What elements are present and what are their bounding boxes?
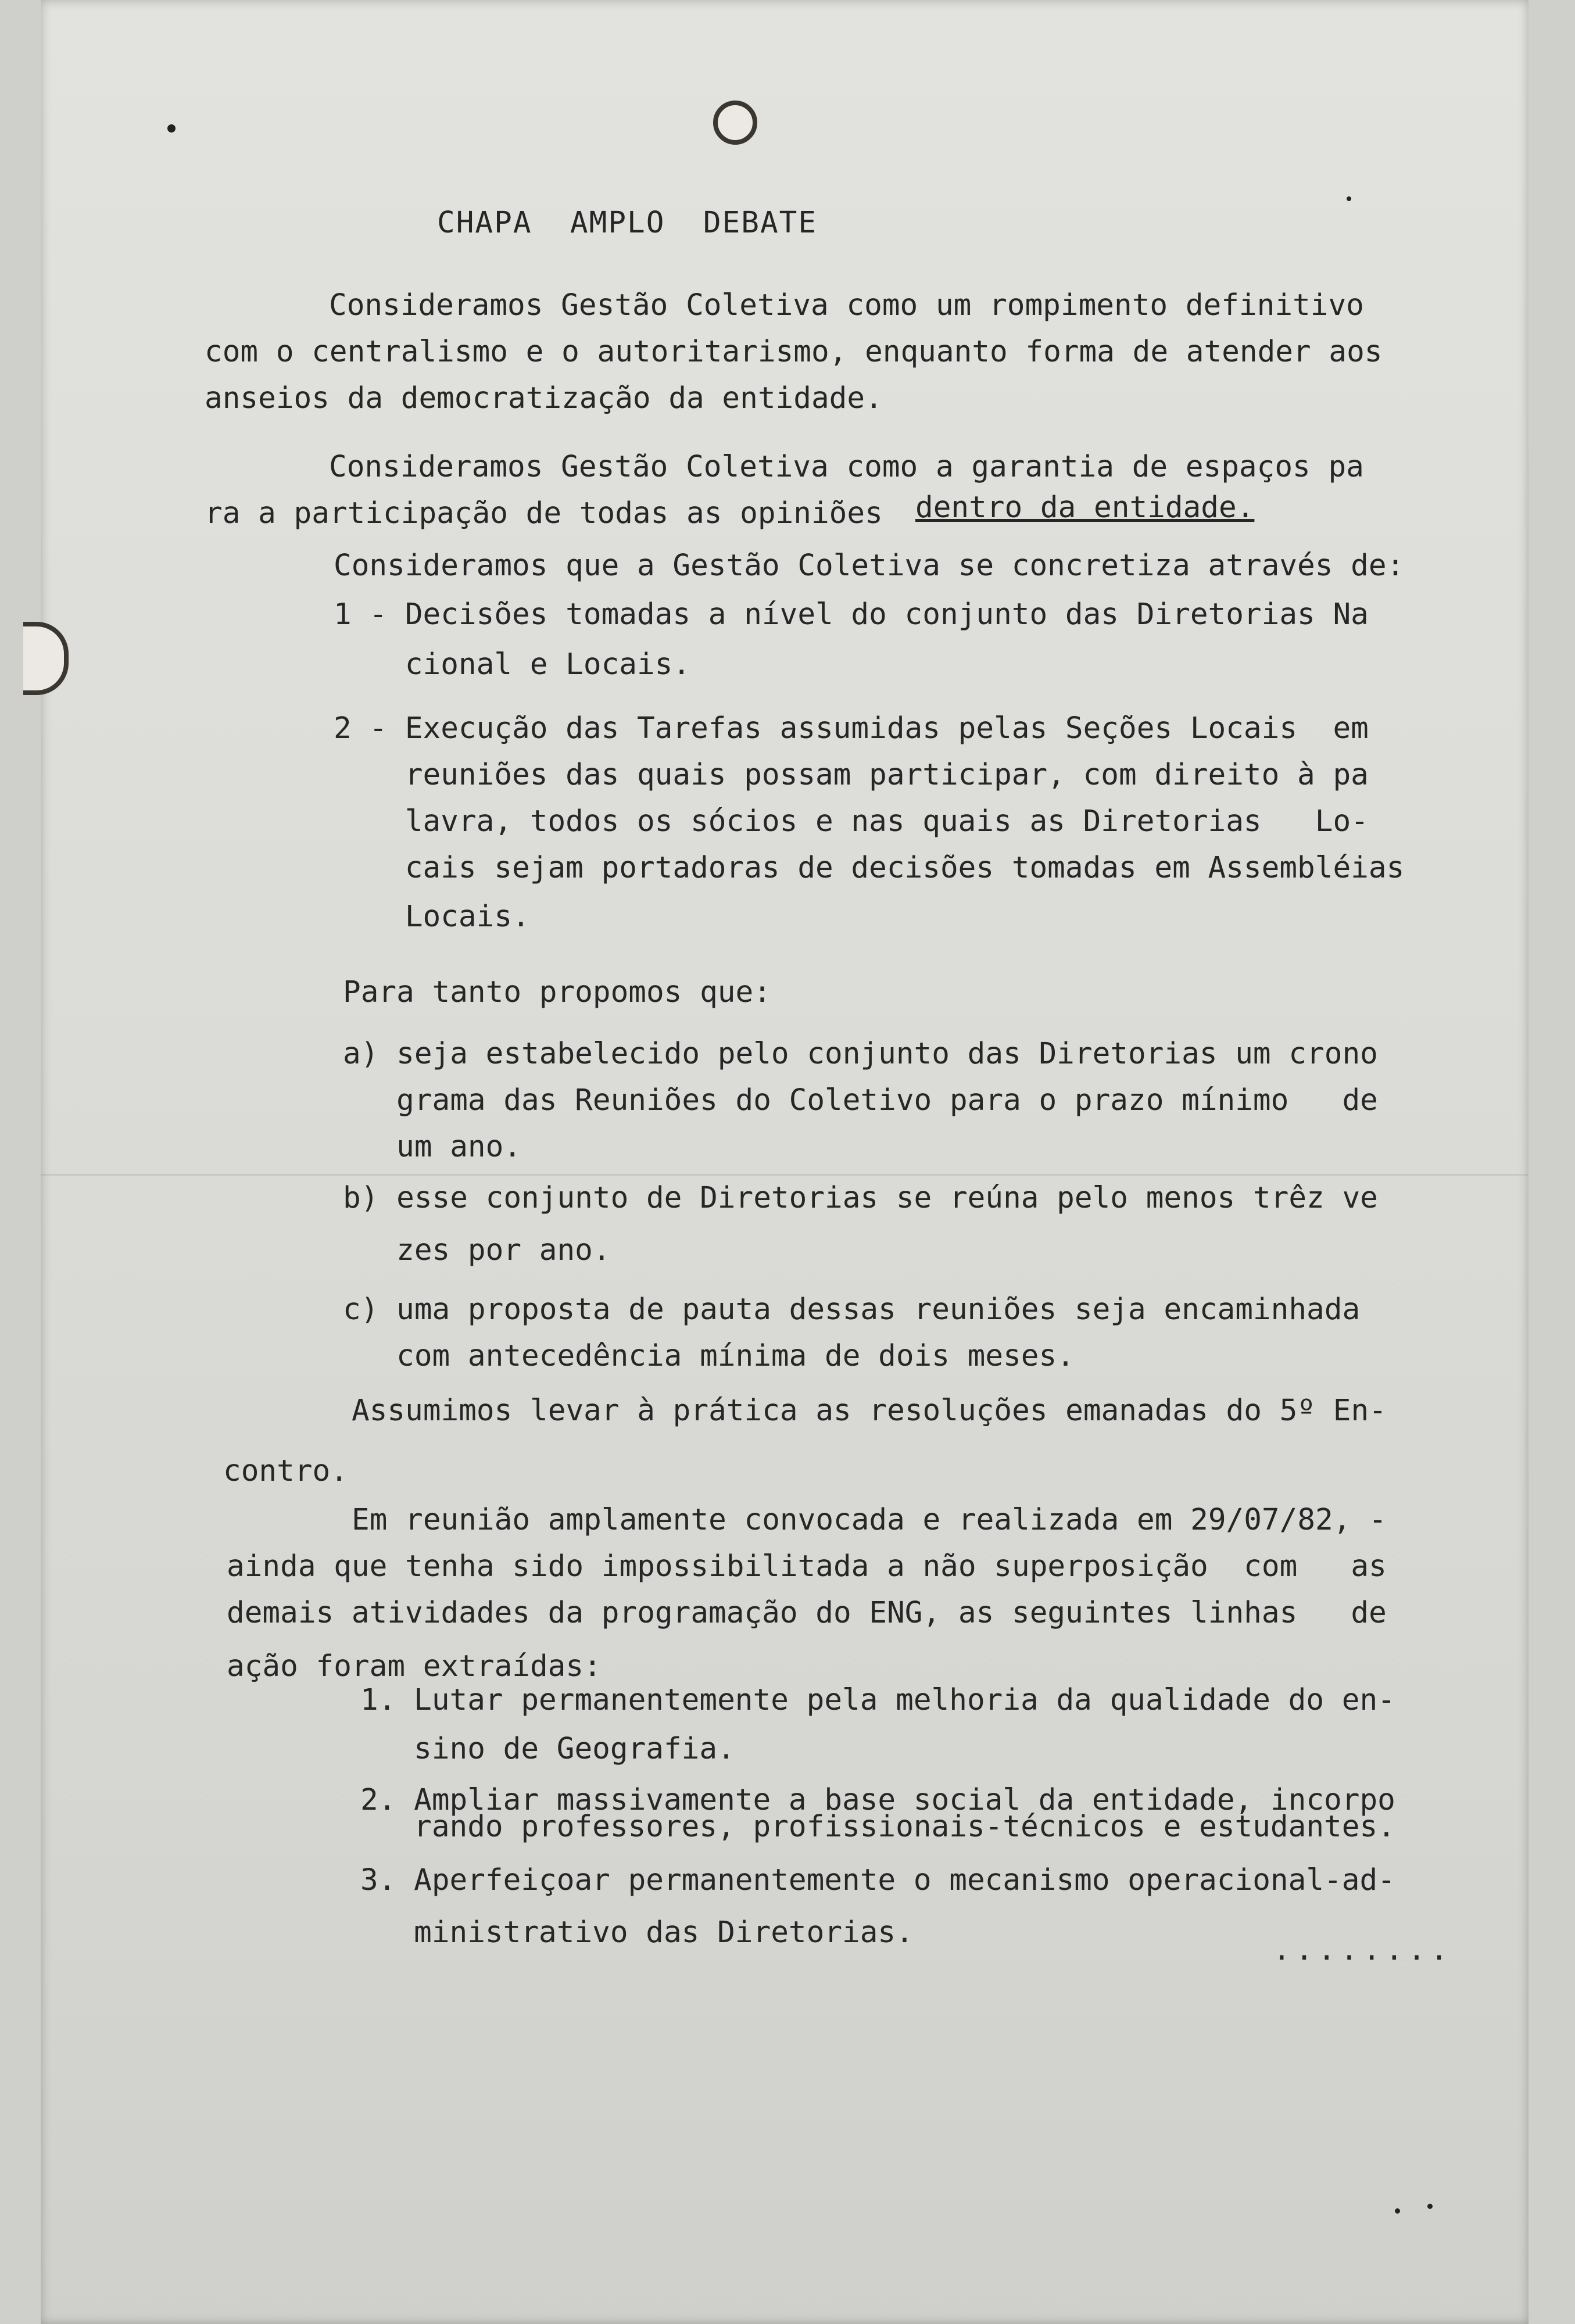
proposal-line: com antecedência mínima de dois meses. bbox=[343, 1339, 1075, 1373]
list-item-line: Locais. bbox=[334, 900, 530, 934]
paragraph-line: Assumimos levar à prática as resoluções emanadas do 5º En- bbox=[352, 1394, 1387, 1428]
paragraph-line: anseios da democratização da entidade. bbox=[205, 381, 883, 416]
paragraph-line: ainda que tenha sido impossibilitada a não superposição com as bbox=[227, 1549, 1387, 1584]
typed-document bbox=[41, 0, 1529, 2324]
proposal-line: b) esse conjunto de Diretorias se reúna pelo menos trêz ve bbox=[343, 1181, 1378, 1215]
action-line: 2. Ampliar massivamente a base social da entidade, incorpo bbox=[360, 1783, 1395, 1817]
action-line: ministrativo das Diretorias. bbox=[360, 1915, 914, 1950]
underlined-phrase: dentro da entidade. bbox=[915, 490, 1255, 525]
list-item-line: 1 - Decisões tomadas a nível do conjunto das Diretorias Na bbox=[334, 597, 1369, 632]
proposal-line: a) seja estabelecido pelo conjunto das Diretorias um crono bbox=[343, 1037, 1378, 1071]
proposal-line: c) uma proposta de pauta dessas reuniões seja encaminhada bbox=[343, 1292, 1361, 1327]
proposal-line: grama das Reuniões do Coletivo para o prazo mínimo de bbox=[343, 1083, 1378, 1118]
document-title: CHAPA AMPLO DEBATE bbox=[437, 206, 818, 240]
list-item-line: cional e Locais. bbox=[334, 647, 691, 682]
action-line: sino de Geografia. bbox=[360, 1732, 735, 1766]
ellipsis: ........ bbox=[1273, 1933, 1453, 1967]
proposal-line: zes por ano. bbox=[343, 1233, 611, 1267]
paragraph-line: ação foram extraídas: bbox=[227, 1649, 602, 1684]
list-item-line: lavra, todos os sócios e nas quais as Diretorias Lo- bbox=[334, 804, 1369, 839]
list-item-line: cais sejam portadoras de decisões tomadas em Assembléias bbox=[334, 851, 1405, 885]
paragraph-line: com o centralismo e o autoritarismo, enquanto forma de atender aos bbox=[205, 335, 1383, 369]
action-line: 1. Lutar permanentemente pela melhoria da qualidade do en- bbox=[360, 1683, 1395, 1717]
paragraph-line: Consideramos Gestão Coletiva como um rompimento definitivo bbox=[329, 288, 1364, 323]
paragraph-line: Em reunião amplamente convocada e realizada em 29/07/82, - bbox=[352, 1503, 1387, 1537]
paragraph-line: demais atividades da programação do ENG, as seguintes linhas de bbox=[227, 1596, 1387, 1630]
proposal-line: um ano. bbox=[343, 1130, 522, 1164]
action-line: 3. Aperfeiçoar permanentemente o mecanismo operacional-ad- bbox=[360, 1863, 1395, 1897]
list-item-line: 2 - Execução das Tarefas assumidas pelas Seções Locais em bbox=[334, 711, 1369, 746]
paragraph-line: Para tanto propomos que: bbox=[343, 975, 771, 1009]
paragraph-line: Consideramos Gestão Coletiva como a garantia de espaços pa bbox=[329, 450, 1364, 484]
paragraph-line: contro. bbox=[223, 1454, 348, 1488]
paper-sheet bbox=[41, 0, 1529, 2324]
action-line: rando professores, profissionais-técnicos e estudantes. bbox=[360, 1810, 1395, 1844]
paragraph-line: ra a participação de todas as opiniões bbox=[205, 496, 883, 531]
list-item-line: reuniões das quais possam participar, com direito à pa bbox=[334, 758, 1369, 792]
paragraph-line: Consideramos que a Gestão Coletiva se concretiza através de: bbox=[334, 549, 1405, 583]
